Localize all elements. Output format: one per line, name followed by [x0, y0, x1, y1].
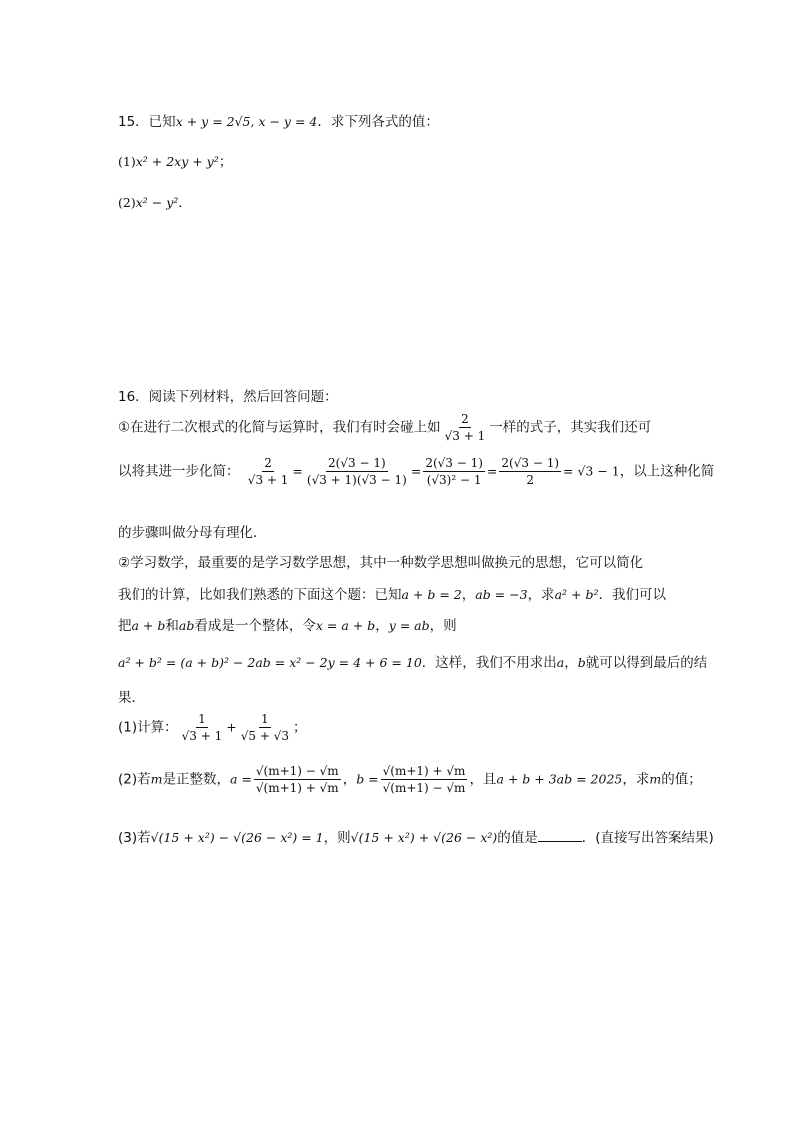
q16-part2-a-eq: a = — [229, 771, 252, 787]
fraction-denominator: √(m+1) − √m — [382, 781, 466, 795]
q16-m2-text-e: 果． — [118, 690, 145, 706]
q16-m2-text-b3: ．我们可以 — [598, 587, 666, 603]
q16-m2-derivation: a² + b² = (a + b)² − 2ab = x² − 2y = 4 + 6 = 10 — [118, 655, 422, 670]
q16-m2-eq-product: ab = −3 — [475, 587, 528, 602]
q15-part2-end: ． — [178, 195, 192, 211]
q15-condition: x + y = 2√5, x − y = 4 — [175, 114, 318, 129]
q15-part1-label: (1) — [118, 154, 136, 169]
q16-m2-text-d2: ， — [564, 655, 578, 671]
q16-part2-a-frac — [254, 764, 341, 795]
fraction-denominator: √5 + √3 — [240, 729, 289, 743]
fraction-numerator: 2(√3 − 1) — [425, 456, 483, 470]
q16-part2-label: (2)若 — [118, 771, 151, 788]
fraction-numerator: 1 — [198, 712, 206, 726]
q16-m2-sep: ， — [461, 587, 476, 603]
q16-m2-expr-sum: a + b — [131, 618, 166, 633]
q16-m1-text-a: ①在进行二次根式的化简与运算时，我们有时会碰上如 — [118, 419, 441, 436]
fraction-numerator: 2(√3 − 1) — [328, 456, 386, 470]
fraction-denominator: (√3)² − 1 — [426, 473, 482, 487]
q15-stem — [118, 110, 439, 130]
q16-part2-b-eq: b = — [356, 771, 379, 787]
fraction-numerator: 2 — [264, 456, 272, 470]
equals-sign: = — [486, 463, 498, 479]
q16-m2-text-c5: ，则 — [429, 618, 457, 634]
q16-material2-line5 — [118, 686, 145, 706]
q16-m1-chain-frac2 — [305, 456, 409, 487]
fraction-numerator: √(m+1) + √m — [382, 764, 466, 778]
fraction-denominator: √3 + 1 — [444, 429, 486, 443]
q16-material2-line4 — [118, 651, 707, 671]
fraction-denominator: (√3 + 1)(√3 − 1) — [306, 473, 407, 487]
q16-m2-text-c1: 把 — [118, 618, 132, 634]
q16-part3-label: (3)若 — [118, 830, 151, 846]
q16-material1-line2 — [118, 456, 714, 487]
q16-m2-var-b: b — [577, 655, 586, 670]
q16-part1-frac1 — [180, 712, 225, 743]
q16-m2-text-b2: ，求 — [527, 587, 555, 603]
q16-part2-var-m2: m — [649, 771, 662, 787]
q16-part2-text-a: 是正整数， — [162, 771, 230, 788]
q16-material1-line1 — [118, 412, 651, 443]
q16-m1-example-fraction — [443, 412, 488, 443]
q16-part3-text-b: 的值是 — [497, 830, 538, 846]
q15-part2 — [118, 191, 192, 211]
q16-m1-text-d: ，以上这种化简 — [619, 463, 715, 480]
q16-m1-chain-frac1 — [246, 456, 291, 487]
fraction-numerator: 2(√3 − 1) — [501, 456, 560, 470]
q16-part2-var-m: m — [150, 771, 163, 787]
q16-material1-line3 — [118, 521, 267, 541]
q16-material2-line3 — [118, 614, 457, 634]
q16-part3-text-c: ．(直接写出答案结果) — [581, 830, 714, 846]
q16-part2-text-b: ，且 — [469, 771, 497, 788]
fraction-numerator: √(m+1) − √m — [255, 764, 339, 778]
q15-part2-label: (2) — [118, 195, 136, 210]
q16-m1-chain-frac4 — [499, 456, 561, 487]
q16-part2-b-frac — [381, 764, 468, 795]
q16-m2-var-a: a — [556, 655, 565, 670]
q16-part2 — [118, 764, 702, 795]
answer-blank[interactable] — [538, 829, 582, 842]
q16-part2-text-d: 的值； — [661, 771, 702, 788]
equals-sign: = — [292, 463, 303, 479]
q15-part2-expr: x² − y² — [135, 195, 179, 210]
q16-m2-text-b1: 我们的计算，比如我们熟悉的下面这个题：已知 — [118, 587, 402, 603]
fraction-denominator: √3 + 1 — [181, 729, 223, 743]
fraction-denominator: √3 + 1 — [247, 473, 289, 487]
q15-part1-expr: x² + 2xy + y² — [135, 154, 219, 169]
q16-m2-text-c2: 和 — [165, 618, 179, 634]
q16-m2-expr-product: ab — [178, 618, 195, 633]
q16-part1-label: (1)计算： — [118, 719, 178, 736]
q16-m2-sub-y: y = ab — [388, 618, 430, 633]
q16-m2-text-a: ②学习数学，最重要的是学习数学思想，其中一种数学思想叫做换元的思想，它可以简化 — [118, 555, 644, 571]
q16-part1 — [118, 712, 306, 743]
fraction-numerator: 1 — [261, 712, 269, 726]
q16-material2-line1 — [118, 551, 643, 571]
q16-part3 — [118, 826, 714, 846]
q15-part1-end: ； — [218, 154, 233, 170]
q16-material2-line2 — [118, 583, 666, 603]
q16-m1-text-e: 的步骤叫做分母有理化． — [118, 525, 267, 541]
q16-stem — [118, 385, 338, 405]
q16-m2-text-c3: 看成是一个整体，令 — [194, 618, 316, 634]
fraction-denominator: 2 — [526, 473, 535, 487]
plus-sign: + — [226, 719, 237, 735]
q16-part1-end: ； — [292, 719, 307, 736]
q16-head: 16．阅读下列材料，然后回答问题： — [118, 389, 338, 405]
q16-part3-equation: √(15 + x²) − √(26 − x²) = 1 — [150, 830, 324, 845]
q15-instruction: ．求下列各式的值： — [317, 114, 439, 130]
fraction-denominator: √(m+1) + √m — [255, 781, 339, 795]
q16-m2-text-d3: 就可以得到最后的结 — [585, 655, 708, 671]
q16-m1-text-c: 以将其进一步化简： — [118, 463, 240, 480]
equals-sign: = — [410, 463, 422, 479]
q15-part1 — [118, 150, 232, 170]
q16-m2-sub-x: x = a + b — [315, 618, 376, 633]
q16-m2-eq-target: a² + b² — [554, 587, 599, 602]
q16-part1-frac2 — [239, 712, 291, 743]
q16-m2-eq-sum: a + b = 2 — [401, 587, 462, 602]
q16-part3-expression: √(15 + x²) + √(26 − x²) — [350, 830, 498, 845]
q16-m1-chain-frac3 — [423, 456, 485, 487]
q16-m2-text-d1: ．这样，我们不用求出 — [421, 655, 557, 671]
q16-part2-text-c: ，求 — [622, 771, 650, 788]
q16-part2-sep: ， — [342, 771, 357, 788]
q16-m1-chain-result: = √3 − 1 — [563, 463, 620, 479]
fraction-numerator: 2 — [461, 412, 469, 426]
q16-part3-text-a: ，则 — [323, 830, 351, 846]
q16-m2-text-c4: ， — [375, 618, 389, 634]
q16-m1-text-b: 一样的式子，其实我们还可 — [489, 419, 652, 436]
q16-part2-condition: a + b + 3ab = 2025 — [496, 771, 623, 787]
q15-number: 15．已知 — [118, 114, 176, 130]
